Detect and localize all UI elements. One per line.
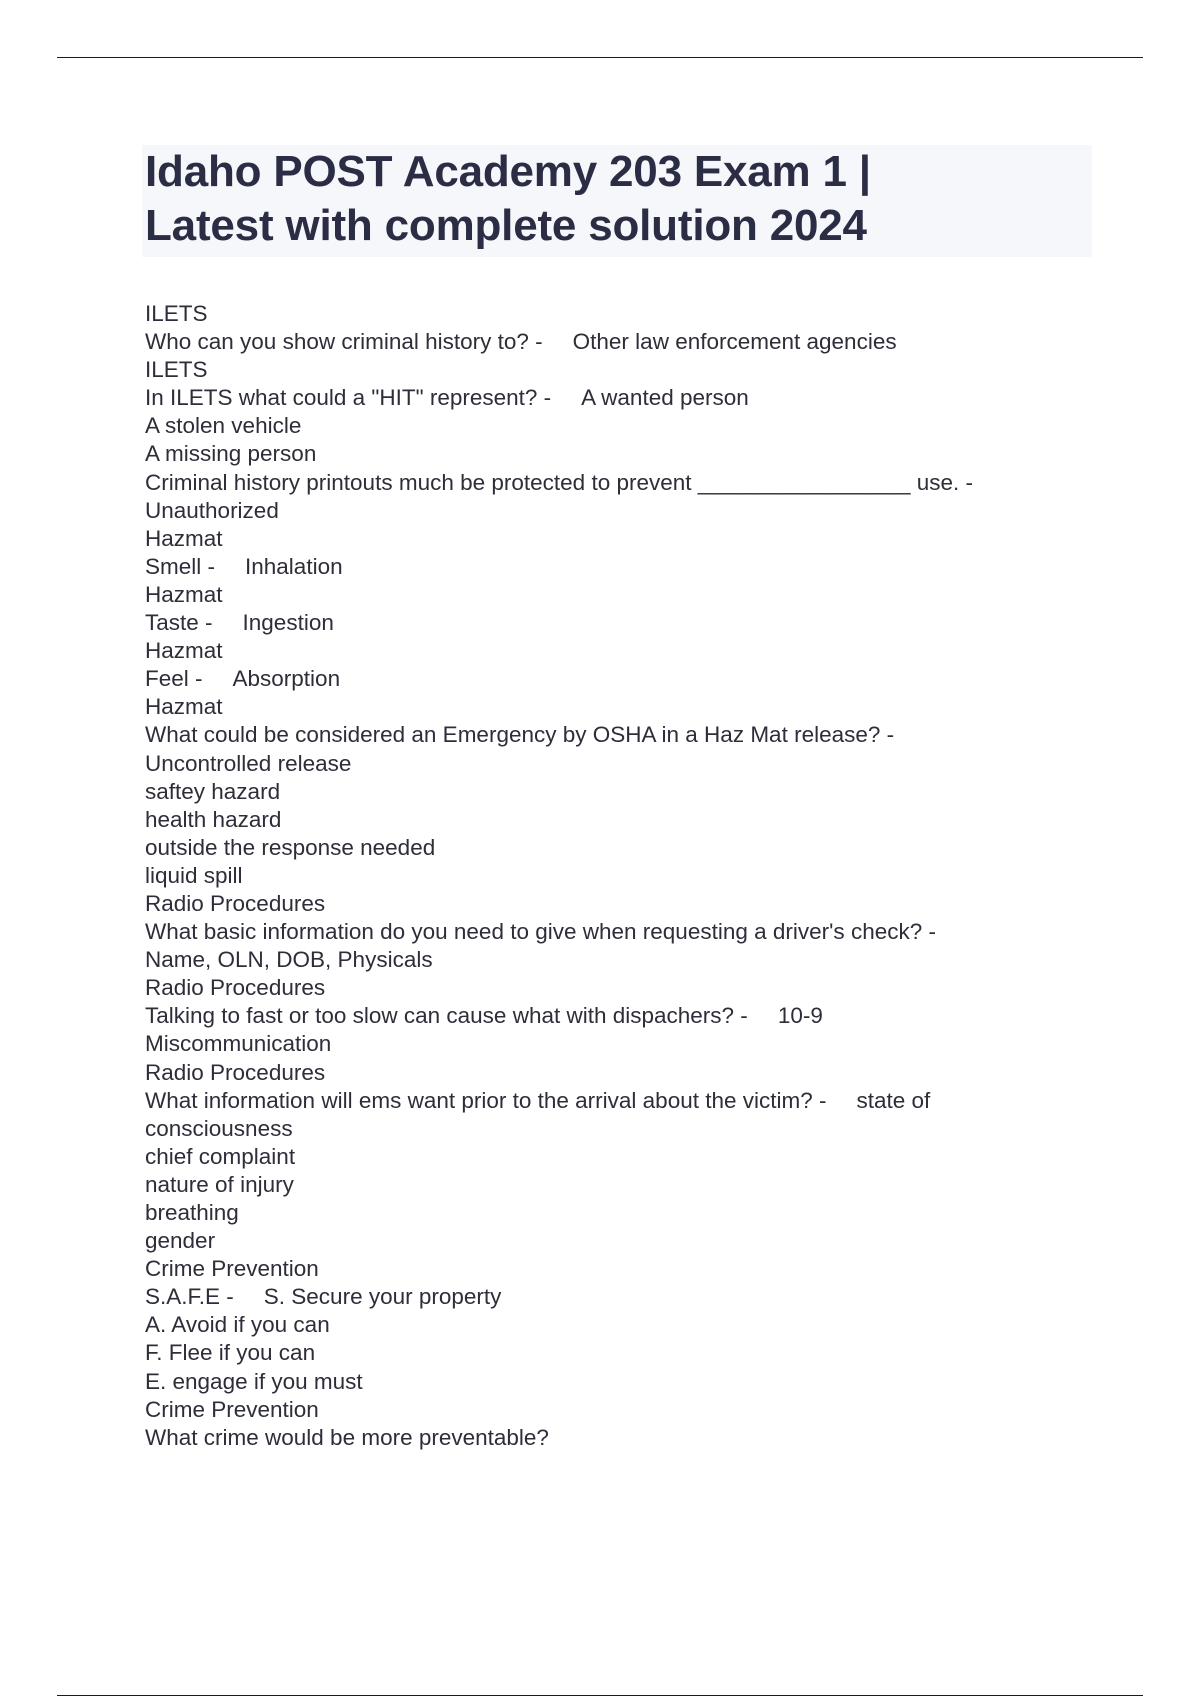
category-label: ILETS xyxy=(145,357,208,383)
answer-line: Uncontrolled release xyxy=(145,750,352,776)
answer-line: gender xyxy=(145,1228,216,1254)
answer-line: breathing xyxy=(145,1200,239,1225)
answer-line: saftey hazard xyxy=(145,778,281,804)
document-body xyxy=(145,300,1045,1452)
category-label: Crime Prevention xyxy=(145,1256,319,1282)
qa-line: Talking to fast or too slow can cause what with dispachers? - 10-9 xyxy=(145,1003,823,1029)
category-label: Radio Procedures xyxy=(145,1059,326,1085)
qa-line: What information will ems want prior to the arrival about the victim? - state of xyxy=(145,1087,931,1113)
answer-line: outside the response needed xyxy=(145,834,436,860)
category-label: ILETS xyxy=(145,301,208,326)
answer-line: A stolen vehicle xyxy=(145,413,302,439)
category-label: Radio Procedures xyxy=(145,890,326,916)
title-block xyxy=(142,145,1092,257)
title-line-2: Latest with complete solution 2024 xyxy=(145,201,867,250)
answer-line: E. engage if you must xyxy=(145,1368,363,1394)
category-label: Hazmat xyxy=(145,581,223,607)
document-title xyxy=(142,145,1092,253)
question-line: What could be considered an Emergency by OSHA in a Haz Mat release? - xyxy=(145,722,895,748)
title-line-1: Idaho POST Academy 203 Exam 1 | xyxy=(145,147,871,196)
question-line: Criminal history printouts much be protected to prevent _________________ use. - xyxy=(145,469,974,495)
question-line: What basic information do you need to give when requesting a driver's check? - xyxy=(145,919,936,945)
answer-line: health hazard xyxy=(145,806,282,832)
answer-line: consciousness xyxy=(145,1115,293,1141)
answer-line: nature of injury xyxy=(145,1171,294,1197)
top-rule xyxy=(57,57,1143,58)
qa-line: Feel - Absorption xyxy=(145,666,341,692)
category-label: Crime Prevention xyxy=(145,1396,319,1422)
answer-line: Name, OLN, DOB, Physicals xyxy=(145,947,433,973)
answer-line: F. Flee if you can xyxy=(145,1340,316,1366)
question-line: What crime would be more preventable? xyxy=(145,1424,549,1450)
qa-line: Taste - Ingestion xyxy=(145,610,334,636)
category-label: Radio Procedures xyxy=(145,975,326,1001)
answer-line: A missing person xyxy=(145,441,317,467)
bottom-rule xyxy=(57,1695,1143,1696)
answer-line: liquid spill xyxy=(145,862,243,888)
qa-line: Smell - Inhalation xyxy=(145,553,343,579)
category-label: Hazmat xyxy=(145,525,223,551)
category-label: Hazmat xyxy=(145,694,223,720)
qa-line: Who can you show criminal history to? - Other law enforcement agencies xyxy=(145,329,897,355)
answer-line: A. Avoid if you can xyxy=(145,1312,330,1338)
qa-line: S.A.F.E - S. Secure your property xyxy=(145,1284,502,1310)
category-label: Hazmat xyxy=(145,638,223,664)
answer-line: chief complaint xyxy=(145,1143,296,1169)
qa-line: In ILETS what could a "HIT" represent? - A wanted person xyxy=(145,385,749,411)
answer-line: Unauthorized xyxy=(145,497,279,523)
answer-line: Miscommunication xyxy=(145,1031,332,1057)
